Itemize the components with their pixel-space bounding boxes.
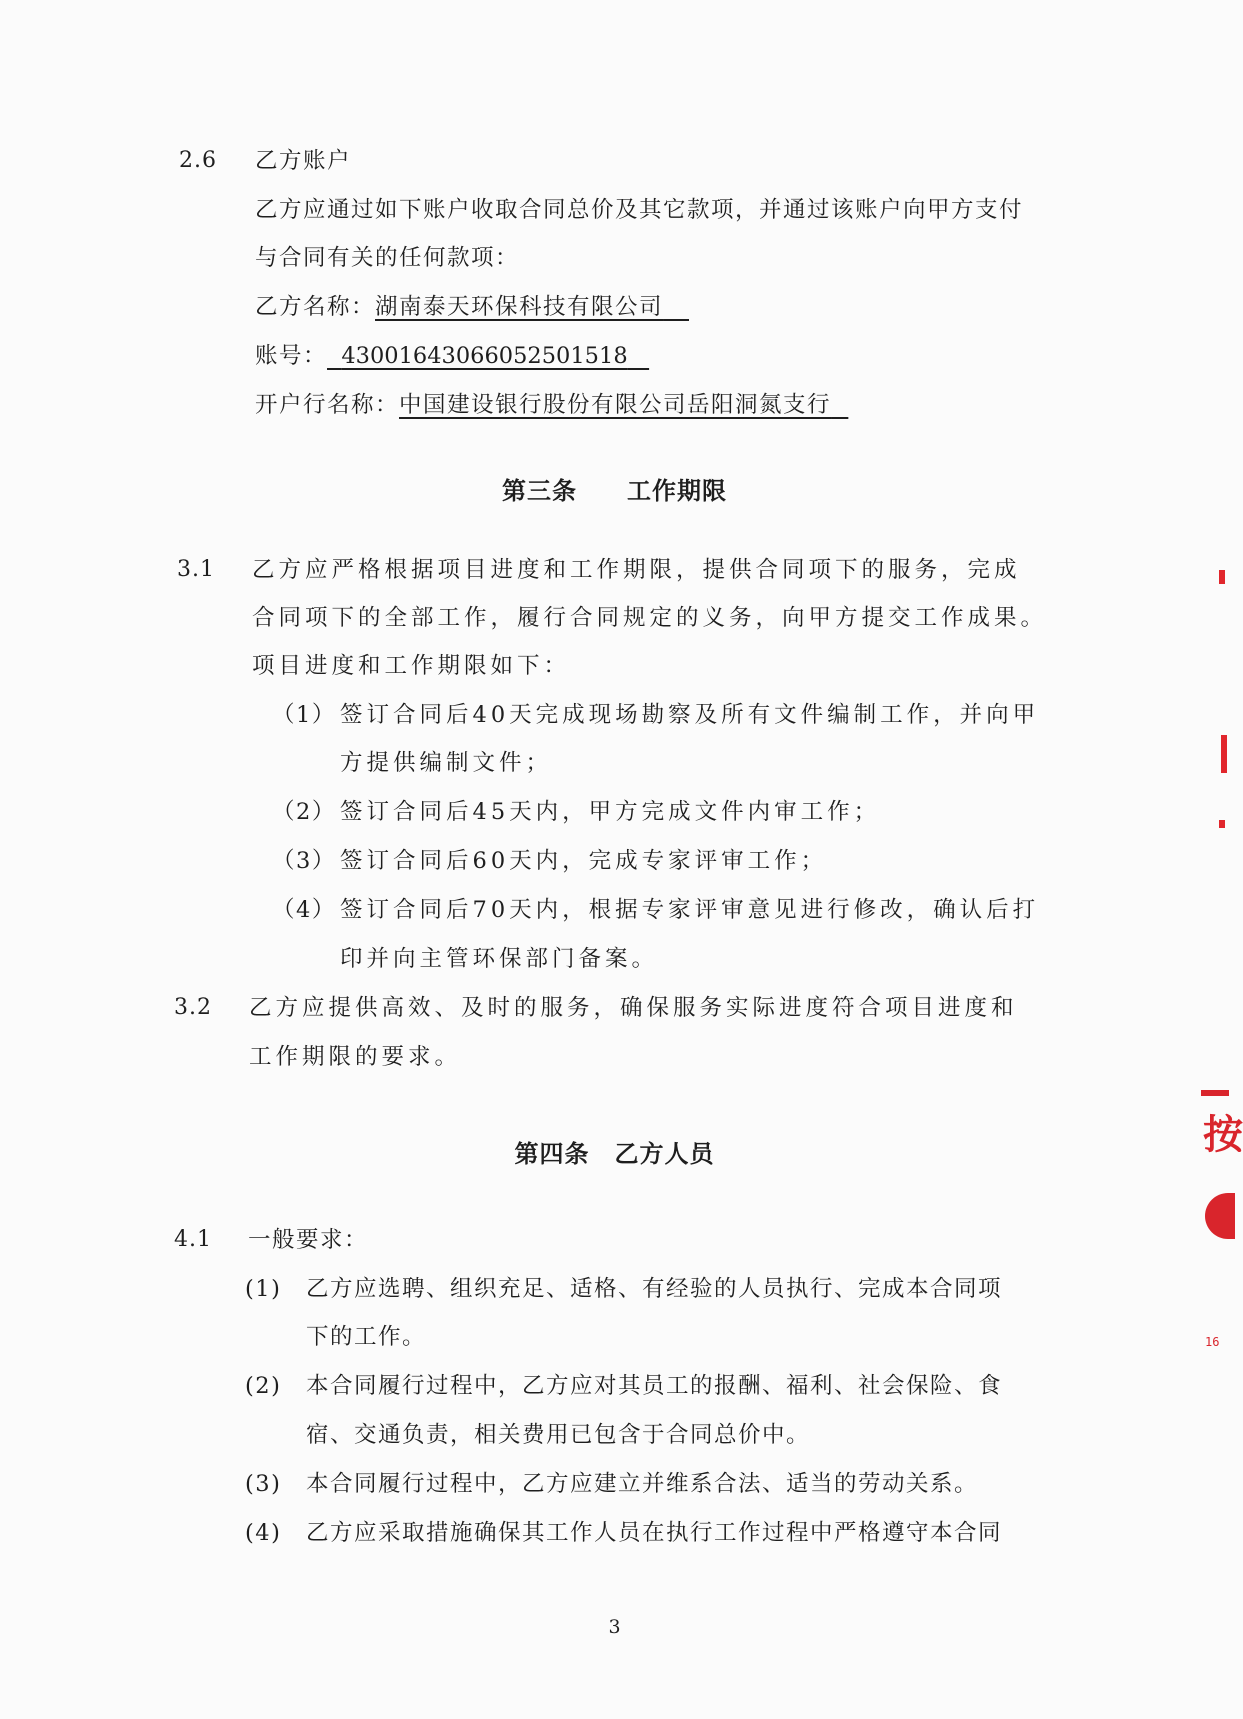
company-seal-fragment — [1199, 1085, 1243, 1365]
schedule-item-1-line-2: 方提供编制文件； — [340, 750, 553, 776]
payee-name-label: 乙方名称： — [255, 294, 376, 320]
bank-name-value: 中国建设银行股份有限公司岳阳洞氮支行 — [399, 392, 832, 418]
requirement-3-line-1: 本合同履行过程中，乙方应建立并维系合法、适当的劳动关系。 — [306, 1471, 979, 1497]
schedule-item-1-number: （1） — [272, 702, 336, 728]
requirement-2-line-1: 本合同履行过程中，乙方应对其员工的报酬、福利、社会保险、食 — [306, 1373, 1003, 1399]
article-4-heading: 第四条 乙方人员 — [514, 1139, 715, 1168]
section-3-2-number: 3.2 — [174, 995, 212, 1020]
payee-name-row — [255, 292, 689, 322]
schedule-item-4-number: （4） — [272, 897, 336, 923]
requirement-4-line-1: 乙方应采取措施确保其工作人员在执行工作过程中严格遵守本合同 — [306, 1520, 1003, 1546]
section-3-1-line-2: 合同项下的全部工作，履行合同规定的义务，向甲方提交工作成果。 — [252, 605, 1048, 631]
section-3-1-line-1: 乙方应严格根据项目进度和工作期限，提供合同项下的服务，完成 — [252, 557, 1021, 583]
seal-edge-mark — [1219, 820, 1225, 828]
section-4-1-title: 一般要求： — [248, 1227, 369, 1253]
account-number-label: 账号： — [255, 343, 328, 369]
page-number: 3 — [608, 1616, 621, 1638]
seal-star — [1205, 1193, 1235, 1239]
payee-name-value: 湖南泰天环保科技有限公司 — [375, 294, 664, 320]
seal-edge-mark — [1219, 570, 1225, 584]
section-3-1-number: 3.1 — [177, 557, 215, 582]
schedule-item-3-number: （3） — [272, 848, 336, 874]
schedule-item-4-line-2: 印并向主管环保部门备案。 — [340, 946, 659, 972]
requirement-1-number: (1) — [245, 1276, 282, 1302]
section-3-1-line-3: 项目进度和工作期限如下： — [252, 653, 571, 679]
section-3-2-line-1: 乙方应提供高效、及时的服务，确保服务实际进度符合项目进度和 — [249, 995, 1018, 1021]
article-3-heading: 第三条 工作期限 — [502, 476, 727, 505]
section-2-6-line-1: 乙方应通过如下账户收取合同总价及其它款项，并通过该账户向甲方支付 — [255, 197, 1024, 223]
seal-code: 16 — [1205, 1335, 1220, 1349]
schedule-item-2-number: （2） — [272, 799, 336, 825]
seal-edge-mark — [1221, 735, 1227, 773]
requirement-1-line-2: 下的工作。 — [306, 1324, 427, 1350]
section-4-1-number: 4.1 — [174, 1227, 212, 1252]
section-2-6-number: 2.6 — [179, 148, 217, 173]
schedule-item-2-line-1: 签订合同后45天内，甲方完成文件内审工作； — [340, 799, 881, 825]
requirement-4-number: (4) — [245, 1520, 282, 1546]
schedule-item-3-line-1: 签订合同后60天内，完成专家评审工作； — [340, 848, 828, 874]
requirement-2-line-2: 宿、交通负责，相关费用已包含于合同总价中。 — [306, 1422, 811, 1448]
account-number-row — [255, 341, 649, 371]
section-3-2-line-2: 工作期限的要求。 — [249, 1044, 462, 1070]
payee-name-underline-tail — [663, 294, 689, 320]
requirement-3-number: (3) — [245, 1471, 282, 1497]
seal-border — [1201, 1090, 1229, 1096]
schedule-item-1-line-1: 签订合同后40天完成现场勘察及所有文件编制工作，并向甲 — [340, 702, 1040, 728]
requirement-2-number: (2) — [245, 1373, 282, 1399]
account-number-value: 43001643066052501518 — [341, 343, 628, 369]
bank-name-underline-tail — [831, 392, 848, 418]
section-2-6-title: 乙方账户 — [255, 148, 352, 174]
bank-name-row — [255, 390, 848, 420]
section-2-6-line-2: 与合同有关的任何款项： — [255, 245, 520, 271]
requirement-1-line-1: 乙方应选聘、组织充足、适格、有经验的人员执行、完成本合同项 — [306, 1276, 1003, 1302]
schedule-item-4-line-1: 签订合同后70天内，根据专家评审意见进行修改，确认后打 — [340, 897, 1040, 923]
bank-name-label: 开户行名称： — [255, 392, 400, 418]
seal-text: 按 — [1203, 1112, 1243, 1158]
